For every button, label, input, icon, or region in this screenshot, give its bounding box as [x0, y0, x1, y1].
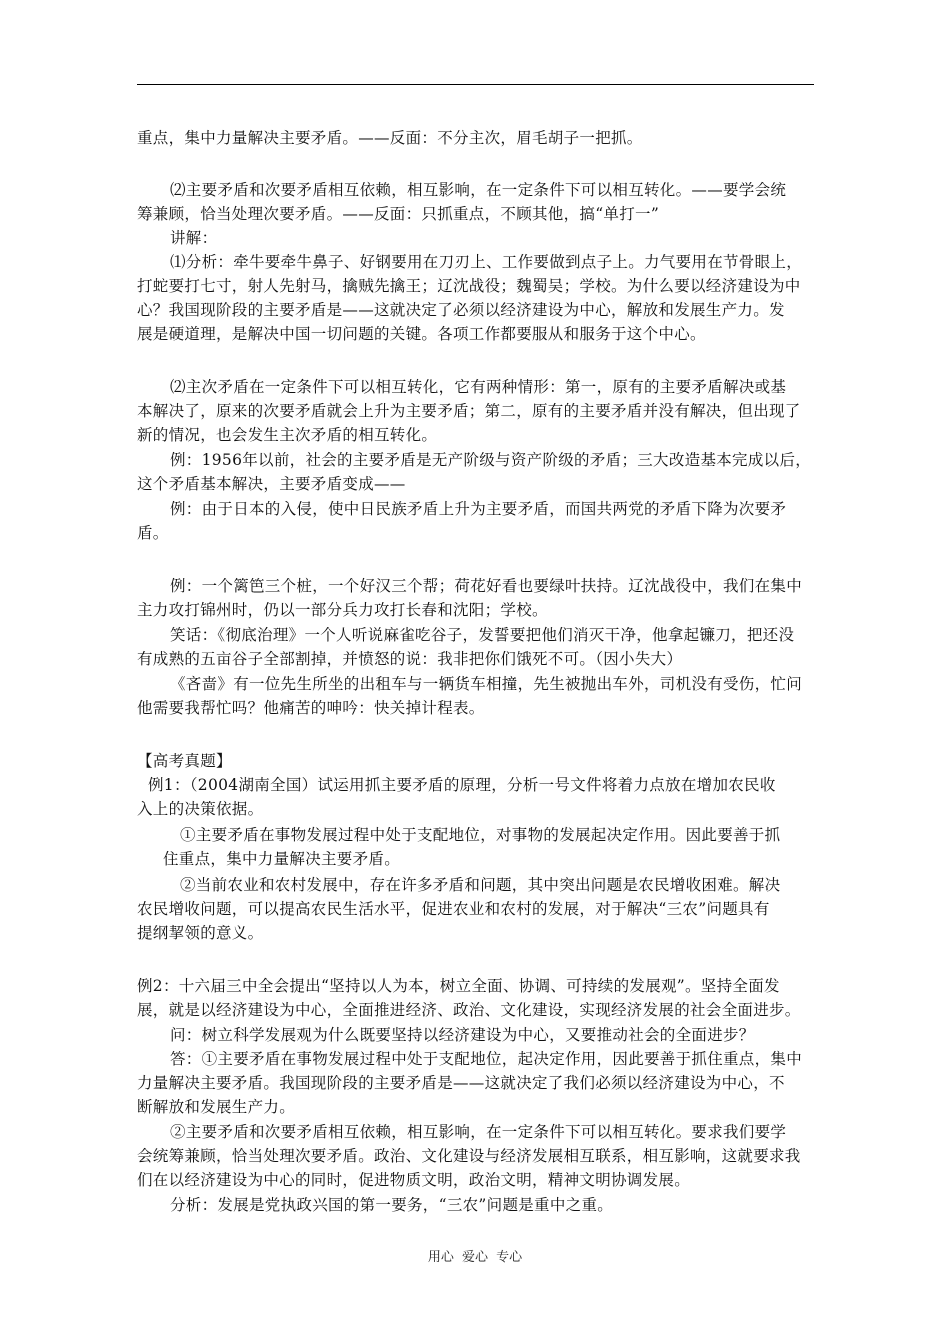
text-line: 《吝啬》有一位先生所坐的出租车与一辆货车相撞，先生被抛出车外，司机没有受伤，忙问	[170, 675, 803, 693]
text-line: 答：①主要矛盾在事物发展过程中处于支配地位，起决定作用，因此要善于抓住重点，集中	[170, 1050, 803, 1068]
text-line: 入上的决策依据。	[137, 800, 264, 818]
text-line: 力量解决主要矛盾。我国现阶段的主要矛盾是——这就决定了我们必须以经济建设为中心，不	[137, 1074, 785, 1092]
text-line: 们在以经济建设为中心的同时，促进物质文明，政治文明，精神文明协调发展。	[137, 1171, 691, 1189]
text-line: 这个矛盾基本解决，主要矛盾变成——	[137, 475, 406, 493]
text-line: 农民增收问题，可以提高农民生活水平，促进农业和农村的发展，对于解决“三农”问题具有	[137, 900, 770, 918]
text-line: 住重点，集中力量解决主要矛盾。	[163, 850, 401, 868]
text-line: 例：由于日本的入侵，使中日民族矛盾上升为主要矛盾，而国共两党的矛盾下降为次要矛	[170, 500, 787, 518]
text-line: 展是硬道理，是解决中国一切问题的关键。各项工作都要服从和服务于这个中心。	[137, 325, 706, 343]
text-line: 讲解：	[170, 229, 218, 247]
text-line: 新的情况，也会发生主次矛盾的相互转化。	[137, 426, 438, 444]
text-line: 主力攻打锦州时，仍以一部分兵力攻打长春和沈阳；学校。	[137, 601, 548, 619]
text-line: 他需要我帮忙吗？他痛苦的呻吟：快关掉计程表。	[137, 699, 485, 717]
text-line: 会统筹兼顾，恰当处理次要矛盾。政治、文化建设与经济发展相互联系，相互影响，这就要求我	[137, 1147, 801, 1165]
text-line: 例2：十六届三中全会提出“坚持以人为本，树立全面、协调、可持续的发展观”。坚持全面发	[137, 977, 780, 995]
text-line: 例：1956年以前，社会的主要矛盾是无产阶级与资产阶级的矛盾；三大改造基本完成以后，	[170, 451, 812, 469]
text-line: 例1：（2004湖南全国）试运用抓主要矛盾的原理，分析一号文件将着力点放在增加农民收	[148, 776, 776, 794]
text-line: 分析：发展是党执政兴国的第一要务，“三农”问题是重中之重。	[170, 1196, 614, 1214]
text-line: 例：一个篱笆三个桩，一个好汉三个帮；荷花好看也要绿叶扶持。辽沈战役中，我们在集中	[170, 577, 803, 595]
text-line: ⑵主要矛盾和次要矛盾相互依赖，相互影响，在一定条件下可以相互转化。——要学会统	[170, 181, 787, 199]
text-line: ②主要矛盾和次要矛盾相互依赖，相互影响，在一定条件下可以相互转化。要求我们要学	[170, 1123, 787, 1141]
text-line: 断解放和发展生产力。	[137, 1098, 296, 1116]
text-line: 展，就是以经济建设为中心，全面推进经济、政治、文化建设，实现经济发展的社会全面进步。	[137, 1001, 801, 1019]
text-line: 提纲挈领的意义。	[137, 924, 264, 942]
page-footer: 用心 爱心 专心	[427, 1250, 523, 1265]
text-line: 重点，集中力量解决主要矛盾。——反面：不分主次，眉毛胡子一把抓。	[137, 129, 643, 147]
text-line: ⑴分析：牵牛要牵牛鼻子、好钢要用在刀刃上、工作要做到点子上。力气要用在节骨眼上，	[170, 253, 803, 271]
text-line: 盾。	[137, 524, 169, 542]
text-line: ②当前农业和农村发展中，存在许多矛盾和问题，其中突出问题是农民增收困难。解决	[180, 876, 781, 894]
header-rule	[137, 84, 814, 85]
text-line: ①主要矛盾在事物发展过程中处于支配地位，对事物的发展起决定作用。因此要善于抓	[180, 826, 781, 844]
text-line: 打蛇要打七寸，射人先射马，擒贼先擒王；辽沈战役；魏蜀吴；学校。为什么要以经济建设为中	[137, 277, 801, 295]
text-line: 有成熟的五亩谷子全部割掉，并愤怒的说：我非把你们饿死不可。（因小失大）	[137, 650, 683, 668]
text-line: 本解决了，原来的次要矛盾就会上升为主要矛盾；第二，原有的主要矛盾并没有解决，但出现了	[137, 402, 801, 420]
text-line: ⑵主次矛盾在一定条件下可以相互转化，它有两种情形：第一，原有的主要矛盾解决或基	[170, 378, 787, 396]
text-line: 筹兼顾，恰当处理次要矛盾。——反面：只抓重点，不顾其他，搞“单打一”	[137, 205, 660, 223]
text-line: 笑话：《彻底治理》一个人听说麻雀吃谷子，发誓要把他们消灭干净，他拿起镰刀，把还没	[170, 626, 795, 644]
text-line: 心？我国现阶段的主要矛盾是——这就决定了必须以经济建设为中心，解放和发展生产力。发	[137, 301, 785, 319]
section-heading: 【高考真题】	[137, 752, 232, 770]
text-line: 问：树立科学发展观为什么既要坚持以经济建设为中心，又要推动社会的全面进步？	[170, 1026, 755, 1044]
